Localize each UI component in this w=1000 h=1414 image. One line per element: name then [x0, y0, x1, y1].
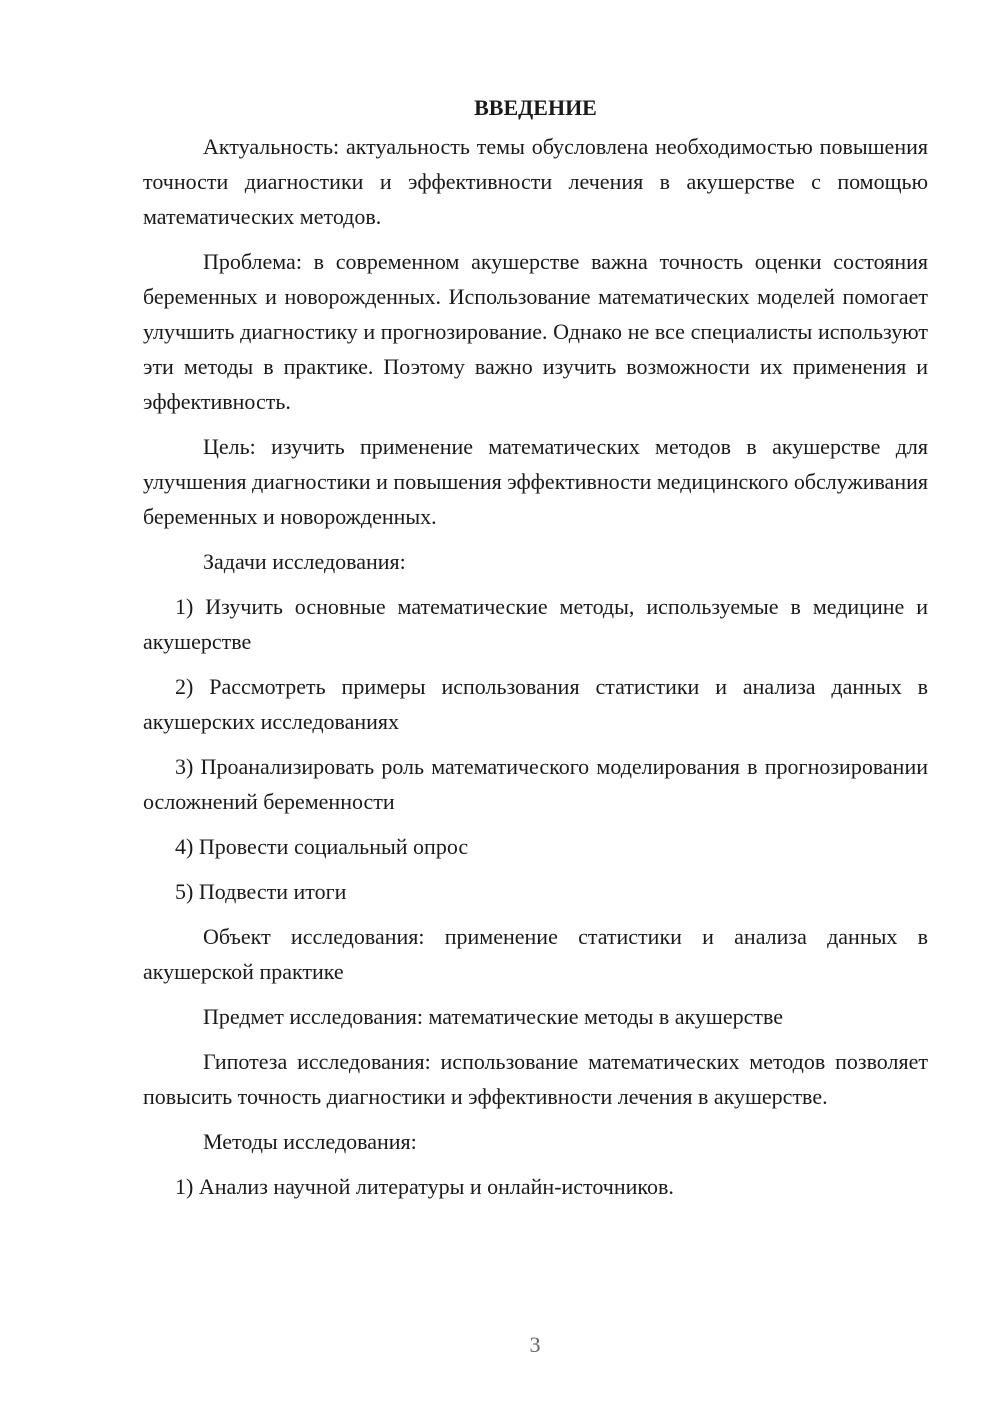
page-number: 3: [529, 1332, 541, 1357]
document-title: ВВЕДЕНИЕ: [474, 95, 597, 120]
task-item-1: 1) Изучить основные математические методы, используемые в медицине и акушерстве: [143, 594, 928, 654]
methods-heading: Методы исследования:: [203, 1129, 417, 1154]
document-page: [143, 90, 928, 1214]
paragraph-subject: Предмет исследования: математические методы в акушерстве: [203, 1004, 784, 1029]
paragraph-hypothesis: Гипотеза исследования: использование математических методов позволяет повысить точность диагностики и эффективности лечения в акушерстве.: [143, 1049, 928, 1109]
paragraph-problem: Проблема: в современном акушерстве важна точность оценки состояния беременных и новорожденных. Использование математических моделей помогает улучшить диагностику и прогнозирование. Однако не все специалисты используют эти методы в практике. Поэтому важно изучить возможности их применения и эффективность.: [143, 249, 928, 414]
paragraph-object: Объект исследования: применение статистики и анализа данных в акушерской практике: [143, 924, 928, 984]
task-item-2: 2) Рассмотреть примеры использования статистики и анализа данных в акушерских исследованиях: [143, 674, 928, 734]
task-item-3: 3) Проанализировать роль математического моделирования в прогнозировании осложнений беременности: [143, 754, 928, 814]
paragraph-goal: Цель: изучить применение математических методов в акушерстве для улучшения диагностики и повышения эффективности медицинского обслуживания беременных и новорожденных.: [143, 434, 928, 529]
task-item-4: 4) Провести социальный опрос: [175, 834, 469, 859]
method-item-1: 1) Анализ научной литературы и онлайн-источников.: [175, 1174, 674, 1199]
task-item-5: 5) Подвести итоги: [175, 879, 347, 904]
paragraph-relevance: Актуальность: актуальность темы обусловлена необходимостью повышения точности диагностики и эффективности лечения в акушерстве с помощью математических методов.: [143, 134, 928, 229]
tasks-heading: Задачи исследования:: [203, 549, 406, 574]
